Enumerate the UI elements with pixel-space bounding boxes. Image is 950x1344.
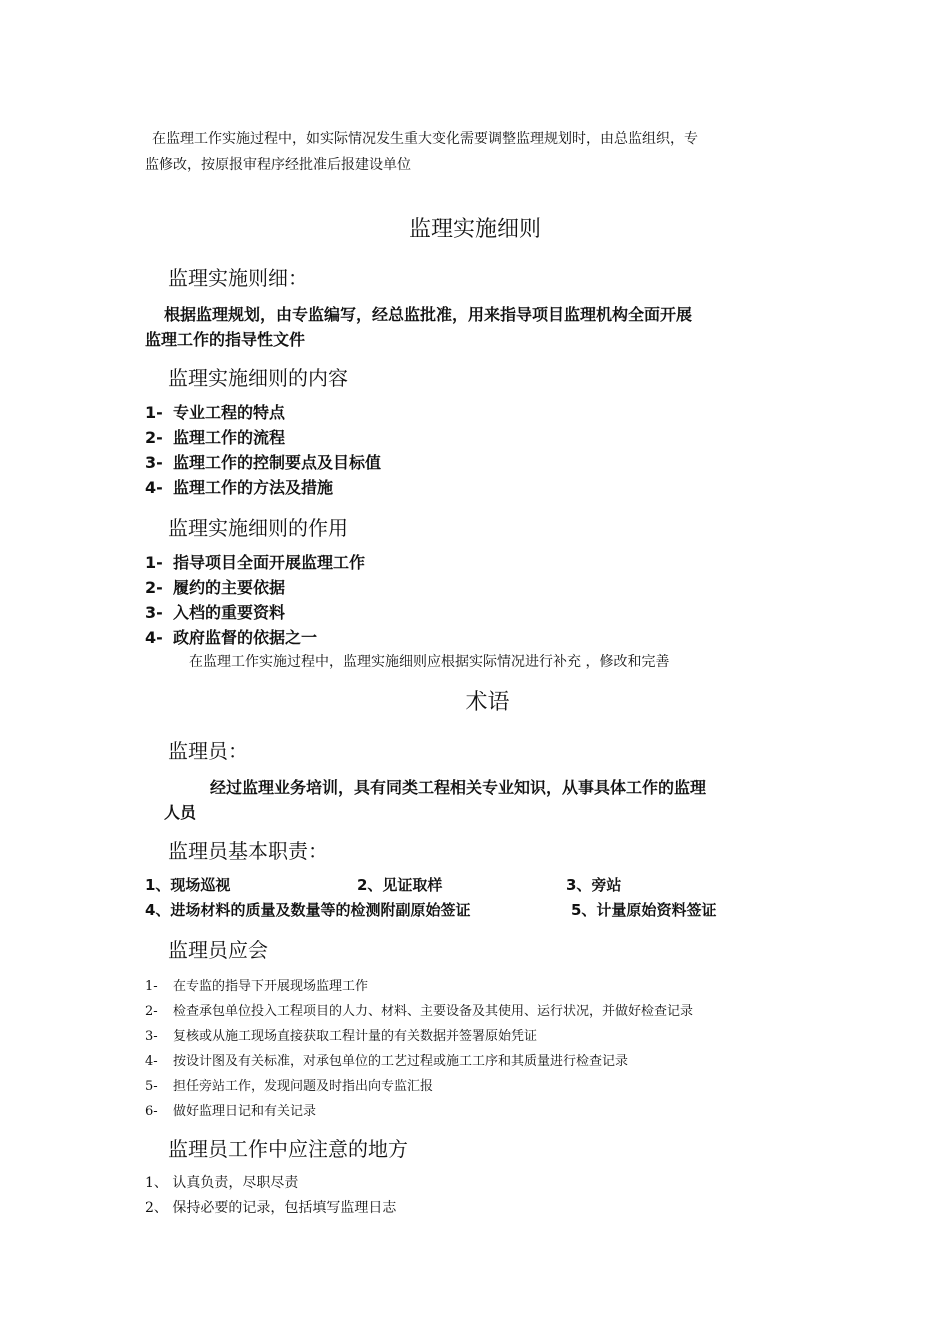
section-title-terminology: 术语 xyxy=(465,690,510,715)
definition-line-1: 根据监理规划，由专监编写，经总监批准，用来指导项目监理机构全面开展 xyxy=(164,305,693,324)
list-item: 3- 复核或从施工现场直接获取工程计量的有关数据并签署原始凭证 xyxy=(145,1029,538,1044)
list-item: 3- 监理工作的控制要点及目标值 xyxy=(145,453,382,472)
duty-item: 1、现场巡视 xyxy=(145,876,231,894)
list-item: 4- 政府监督的依据之一 xyxy=(145,628,318,647)
definition-line-2: 监理工作的指导性文件 xyxy=(145,330,306,349)
list-item: 2- 履约的主要依据 xyxy=(145,578,286,597)
intro-line-2: 监修改，按原报审程序经批准后报建设单位 xyxy=(145,157,411,173)
should-heading: 监理员应会 xyxy=(168,938,268,962)
section-title-implementation-rules: 监理实施细则 xyxy=(408,217,541,242)
list-item: 1- 专业工程的特点 xyxy=(145,403,286,422)
intro-line-1: 在监理工作实施过程中，如实际情况发生重大变化需要调整监理规划时，由总监组织，专 xyxy=(152,131,698,147)
duty-item: 4、进场材料的质量及数量等的检测附副原始签证 xyxy=(145,901,471,919)
list-item: 1- 在专监的指导下开展现场监理工作 xyxy=(145,979,369,994)
list-item: 1- 指导项目全面开展监理工作 xyxy=(145,553,366,572)
attention-heading: 监理员工作中应注意的地方 xyxy=(168,1137,408,1161)
supervisor-def-line-2: 人员 xyxy=(164,803,197,822)
list-item: 5- 担任旁站工作，发现问题及时指出向专监汇报 xyxy=(145,1079,434,1094)
attention-item: 1、 认真负责，尽职尽责 xyxy=(145,1175,299,1191)
supervisor-heading: 监理员： xyxy=(168,739,248,763)
content-heading: 监理实施细则的内容 xyxy=(168,366,348,390)
duty-item: 5、计量原始资料签证 xyxy=(571,901,717,919)
list-item: 4- 监理工作的方法及措施 xyxy=(145,478,334,497)
list-item: 2- 监理工作的流程 xyxy=(145,428,286,447)
duty-item: 2、见证取样 xyxy=(357,876,443,894)
supervisor-def-line-1: 经过监理业务培训，具有同类工程相关专业知识，从事具体工作的监理 xyxy=(210,778,707,797)
list-item: 6- 做好监理日记和有关记录 xyxy=(145,1104,317,1119)
attention-item: 2、 保持必要的记录，包括填写监理日志 xyxy=(145,1200,397,1216)
list-item: 2- 检查承包单位投入工程项目的人力、材料、主要设备及其使用、运行状况，并做好检查记录 xyxy=(145,1004,694,1019)
duty-item: 3、旁站 xyxy=(566,876,622,894)
duties-heading: 监理员基本职责： xyxy=(168,839,328,863)
list-item: 3- 入档的重要资料 xyxy=(145,603,286,622)
list-item: 4- 按设计图及有关标准，对承包单位的工艺过程或施工工序和其质量进行检查记录 xyxy=(145,1054,629,1069)
implementation-note: 在监理工作实施过程中，监理实施细则应根据实际情况进行补充 ，修改和完善 xyxy=(189,654,670,670)
definition-heading: 监理实施则细： xyxy=(168,266,308,290)
role-heading: 监理实施细则的作用 xyxy=(168,516,348,540)
